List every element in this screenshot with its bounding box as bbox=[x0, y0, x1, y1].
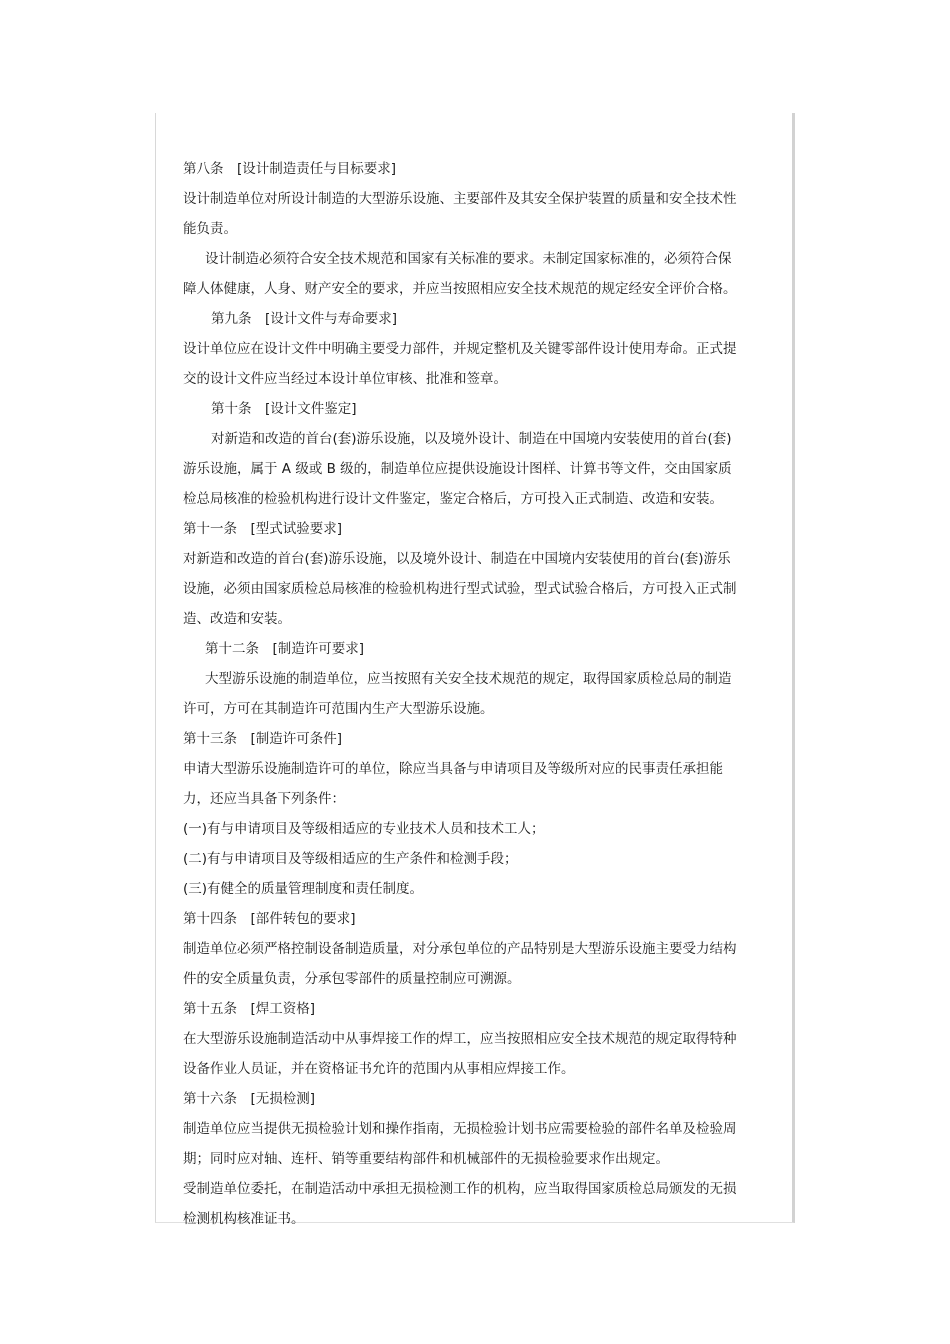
article-heading: 第十五条 [焊工资格] bbox=[183, 1001, 316, 1017]
paragraph-line: 期；同时应对轴、连杆、销等重要结构部件和机械部件的无损检验要求作出规定。 bbox=[183, 1151, 669, 1167]
paragraph-line: 设备作业人员证，并在资格证书允许的范围内从事相应焊接工作。 bbox=[183, 1061, 575, 1077]
paragraph-line: 障人体健康，人身、财产安全的要求，并应当按照相应安全技术规范的规定经安全评价合格。 bbox=[183, 281, 737, 297]
article-heading: 第九条 [设计文件与寿命要求] bbox=[211, 311, 398, 327]
paragraph-line: 制造单位必须严格控制设备制造质量，对分承包单位的产品特别是大型游乐设施主要受力结构 bbox=[183, 941, 737, 957]
paragraph-line: 造、改造和安装。 bbox=[183, 611, 291, 627]
paragraph-line: 设计单位应在设计文件中明确主要受力部件，并规定整机及关键零部件设计使用寿命。正式提 bbox=[183, 341, 737, 357]
paragraph-line: 检总局核准的检验机构进行设计文件鉴定，鉴定合格后，方可投入正式制造、改造和安装。 bbox=[183, 491, 723, 507]
paragraph-line: 力，还应当具备下列条件： bbox=[183, 791, 345, 807]
paragraph-line: 在大型游乐设施制造活动中从事焊接工作的焊工，应当按照相应安全技术规范的规定取得特种 bbox=[183, 1031, 737, 1047]
paragraph-line: 件的安全质量负责，分承包零部件的质量控制应可溯源。 bbox=[183, 971, 521, 987]
paragraph-line: 游乐设施，属于 A 级或 B 级的，制造单位应提供设施设计图样、计算书等文件，交由国家质 bbox=[183, 461, 732, 477]
paragraph-line: 能负责。 bbox=[183, 221, 237, 237]
paragraph-line: (三)有健全的质量管理制度和责任制度。 bbox=[183, 881, 424, 897]
paragraph-line: 对新造和改造的首台(套)游乐设施，以及境外设计、制造在中国境内安装使用的首台(套)游乐 bbox=[183, 551, 731, 567]
article-heading: 第十四条 [部件转包的要求] bbox=[183, 911, 356, 927]
article-heading: 第十二条 [制造许可要求] bbox=[205, 641, 365, 657]
paragraph-line: 制造单位应当提供无损检验计划和操作指南，无损检验计划书应需要检验的部件名单及检验周 bbox=[183, 1121, 737, 1137]
paragraph-line: 受制造单位委托，在制造活动中承担无损检测工作的机构，应当取得国家质检总局颁发的无损 bbox=[183, 1181, 737, 1197]
article-heading: 第十三条 [制造许可条件] bbox=[183, 731, 343, 747]
document-body bbox=[183, 154, 773, 1234]
paragraph-line: 许可，方可在其制造许可范围内生产大型游乐设施。 bbox=[183, 701, 494, 717]
article-heading: 第十一条 [型式试验要求] bbox=[183, 521, 343, 537]
article-heading: 第十六条 [无损检测] bbox=[183, 1091, 316, 1107]
paragraph-line: (一)有与申请项目及等级相适应的专业技术人员和技术工人； bbox=[183, 821, 545, 837]
paragraph-line: 检测机构核准证书。 bbox=[183, 1211, 305, 1227]
paragraph-line: (二)有与申请项目及等级相适应的生产条件和检测手段； bbox=[183, 851, 518, 867]
paragraph-line: 对新造和改造的首台(套)游乐设施，以及境外设计、制造在中国境内安装使用的首台(套) bbox=[211, 431, 732, 447]
paragraph-line: 大型游乐设施的制造单位，应当按照有关安全技术规范的规定，取得国家质检总局的制造 bbox=[205, 671, 732, 687]
paragraph-line: 设计制造单位对所设计制造的大型游乐设施、主要部件及其安全保护装置的质量和安全技术性 bbox=[183, 191, 737, 207]
article-heading: 第八条 [设计制造责任与目标要求] bbox=[183, 161, 397, 177]
paragraph-line: 设施，必须由国家质检总局核准的检验机构进行型式试验，型式试验合格后，方可投入正式制 bbox=[183, 581, 737, 597]
paragraph-line: 申请大型游乐设施制造许可的单位，除应当具备与申请项目及等级所对应的民事责任承担能 bbox=[183, 761, 723, 777]
article-heading: 第十条 [设计文件鉴定] bbox=[211, 401, 357, 417]
paragraph-line: 交的设计文件应当经过本设计单位审核、批准和签章。 bbox=[183, 371, 507, 387]
paragraph-line: 设计制造必须符合安全技术规范和国家有关标准的要求。未制定国家标准的，必须符合保 bbox=[205, 251, 732, 267]
